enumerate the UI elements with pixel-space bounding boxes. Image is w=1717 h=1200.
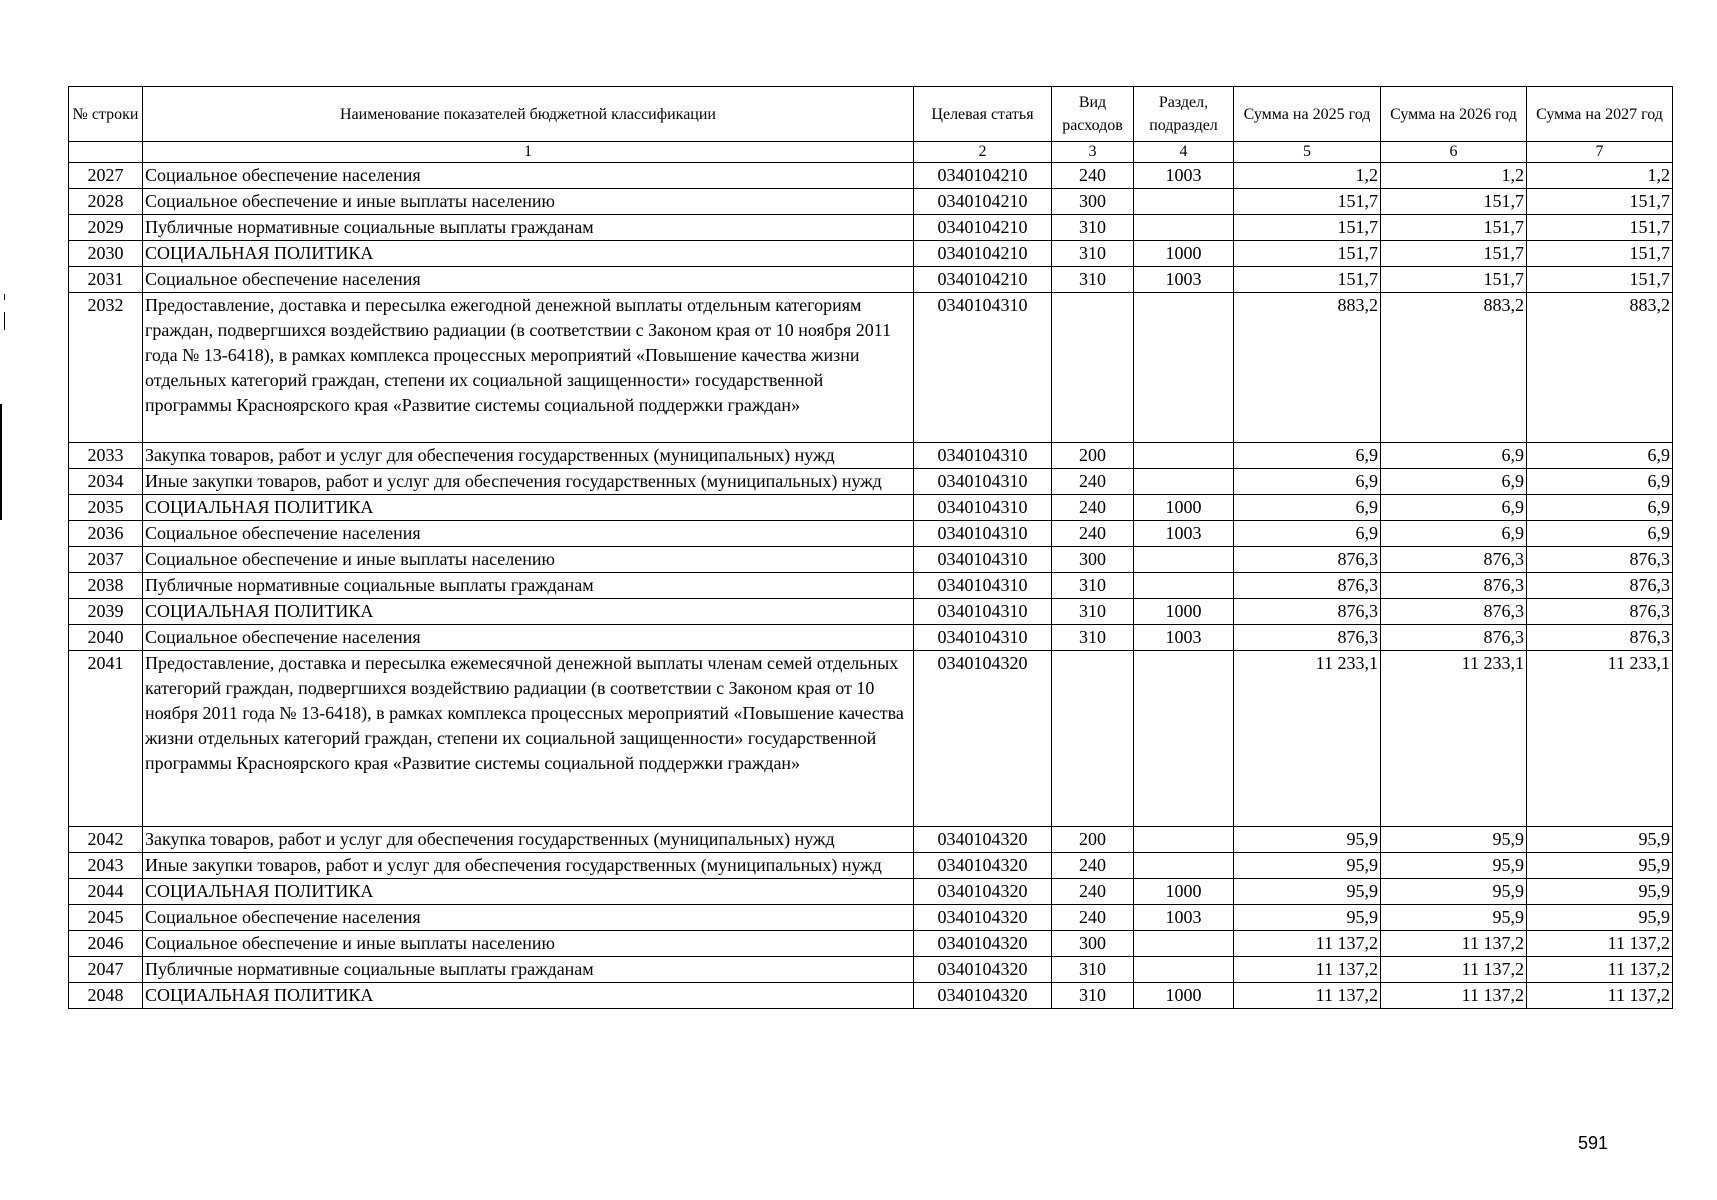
row-expense-type: 240: [1052, 853, 1134, 879]
row-target-code: 0340104210: [914, 215, 1052, 241]
row-sum-2025: 6,9: [1234, 521, 1381, 547]
row-expense-type: 240: [1052, 905, 1134, 931]
row-number: 2041: [69, 651, 143, 827]
row-sum-2026: 151,7: [1381, 267, 1527, 293]
row-name: Публичные нормативные социальные выплаты гражданам: [143, 573, 914, 599]
row-number: 2030: [69, 241, 143, 267]
table-row: [69, 957, 1673, 983]
row-section: 1000: [1134, 241, 1234, 267]
row-target-code: 0340104310: [914, 573, 1052, 599]
row-expense-type: 310: [1052, 215, 1134, 241]
row-name: СОЦИАЛЬНАЯ ПОЛИТИКА: [143, 983, 914, 1009]
row-section: 1003: [1134, 625, 1234, 651]
table-row: [69, 241, 1673, 267]
table-row: [69, 469, 1673, 495]
row-section: 1003: [1134, 521, 1234, 547]
row-sum-2027: 95,9: [1527, 827, 1673, 853]
row-sum-2026: 151,7: [1381, 241, 1527, 267]
row-number: 2027: [69, 163, 143, 189]
row-number: 2043: [69, 853, 143, 879]
row-sum-2026: 11 137,2: [1381, 983, 1527, 1009]
row-sum-2027: 11 137,2: [1527, 957, 1673, 983]
row-sum-2025: 876,3: [1234, 599, 1381, 625]
row-sum-2026: 6,9: [1381, 521, 1527, 547]
row-sum-2027: 876,3: [1527, 625, 1673, 651]
row-target-code: 0340104320: [914, 651, 1052, 827]
table-body: [69, 163, 1673, 1009]
row-expense-type: 300: [1052, 547, 1134, 573]
row-sum-2025: 95,9: [1234, 827, 1381, 853]
row-expense-type: 300: [1052, 931, 1134, 957]
table-row: [69, 625, 1673, 651]
row-number: 2032: [69, 293, 143, 443]
row-target-code: 0340104320: [914, 957, 1052, 983]
row-name: Закупка товаров, работ и услуг для обеспечения государственных (муниципальных) нужд: [143, 827, 914, 853]
row-sum-2025: 11 137,2: [1234, 983, 1381, 1009]
row-name: Предоставление, доставка и пересылка ежемесячной денежной выплаты членам семей отдельных категорий граждан, подвергшихся воздействию радиации (в соответствии с Законом края от 10 ноября 2011 года № 13-6418), в рамках комплекса процессных мероприятий «Повышение качества жизни отдельных категорий граждан, степени их социальной защищенности» государственной программы Красноярского края «Развитие системы социальной поддержки граждан»: [143, 651, 914, 827]
row-sum-2027: 11 233,1: [1527, 651, 1673, 827]
row-expense-type: [1052, 651, 1134, 827]
row-sum-2026: 6,9: [1381, 443, 1527, 469]
row-sum-2025: 876,3: [1234, 625, 1381, 651]
row-number: 2042: [69, 827, 143, 853]
column-number: 2: [914, 142, 1052, 163]
row-expense-type: 300: [1052, 189, 1134, 215]
row-expense-type: 310: [1052, 599, 1134, 625]
row-section: [1134, 931, 1234, 957]
row-sum-2027: 151,7: [1527, 215, 1673, 241]
row-sum-2027: 883,2: [1527, 293, 1673, 443]
row-name: Предоставление, доставка и пересылка ежегодной денежной выплаты отдельным категориям граждан, подвергшихся воздействию радиации (в соответствии с Законом края от 10 ноября 2011 года № 13-6418), в рамках комплекса процессных мероприятий «Повышение качества жизни отдельных категорий граждан, степени их социальной защищенности» государственной программы Красноярского края «Развитие системы социальной поддержки граждан»: [143, 293, 914, 443]
table-row: [69, 215, 1673, 241]
row-name: Социальное обеспечение и иные выплаты населению: [143, 547, 914, 573]
table-row: [69, 163, 1673, 189]
row-sum-2025: 151,7: [1234, 241, 1381, 267]
table-row: [69, 547, 1673, 573]
row-name: Социальное обеспечение населения: [143, 521, 914, 547]
row-name: Иные закупки товаров, работ и услуг для обеспечения государственных (муниципальных) нужд: [143, 853, 914, 879]
row-section: [1134, 293, 1234, 443]
row-expense-type: 310: [1052, 573, 1134, 599]
table-row: [69, 189, 1673, 215]
row-target-code: 0340104310: [914, 443, 1052, 469]
row-name: Закупка товаров, работ и услуг для обеспечения государственных (муниципальных) нужд: [143, 443, 914, 469]
row-sum-2025: 95,9: [1234, 879, 1381, 905]
row-number: 2034: [69, 469, 143, 495]
row-target-code: 0340104210: [914, 241, 1052, 267]
header-sum-2026: Сумма на 2026 год: [1381, 87, 1527, 142]
row-sum-2026: 151,7: [1381, 215, 1527, 241]
header-name: Наименование показателей бюджетной классификации: [143, 87, 914, 142]
row-name: Социальное обеспечение населения: [143, 267, 914, 293]
row-sum-2026: 6,9: [1381, 495, 1527, 521]
row-target-code: 0340104210: [914, 267, 1052, 293]
column-number-row: [69, 142, 1673, 163]
row-sum-2025: 95,9: [1234, 853, 1381, 879]
row-sum-2026: 11 137,2: [1381, 957, 1527, 983]
budget-table: [68, 86, 1673, 1009]
row-sum-2025: 1,2: [1234, 163, 1381, 189]
row-sum-2027: 11 137,2: [1527, 983, 1673, 1009]
column-number: [69, 142, 143, 163]
row-name: Социальное обеспечение и иные выплаты населению: [143, 189, 914, 215]
table-row: [69, 443, 1673, 469]
row-expense-type: 200: [1052, 827, 1134, 853]
row-number: 2047: [69, 957, 143, 983]
row-number: 2028: [69, 189, 143, 215]
row-target-code: 0340104320: [914, 905, 1052, 931]
header-row: [69, 87, 1673, 142]
row-sum-2027: 6,9: [1527, 495, 1673, 521]
row-number: 2035: [69, 495, 143, 521]
row-number: 2039: [69, 599, 143, 625]
row-sum-2027: 876,3: [1527, 599, 1673, 625]
row-sum-2027: 151,7: [1527, 267, 1673, 293]
row-expense-type: 240: [1052, 495, 1134, 521]
row-section: [1134, 853, 1234, 879]
row-name: СОЦИАЛЬНАЯ ПОЛИТИКА: [143, 879, 914, 905]
table-row: [69, 293, 1673, 443]
row-target-code: 0340104310: [914, 469, 1052, 495]
row-sum-2027: 6,9: [1527, 469, 1673, 495]
row-sum-2025: 11 137,2: [1234, 957, 1381, 983]
row-expense-type: 240: [1052, 521, 1134, 547]
row-target-code: 0340104310: [914, 293, 1052, 443]
table-header: [69, 87, 1673, 163]
table-row: [69, 827, 1673, 853]
row-name: Социальное обеспечение населения: [143, 905, 914, 931]
row-sum-2026: 95,9: [1381, 905, 1527, 931]
row-name: СОЦИАЛЬНАЯ ПОЛИТИКА: [143, 241, 914, 267]
table-row: [69, 931, 1673, 957]
row-sum-2025: 6,9: [1234, 495, 1381, 521]
row-sum-2026: 95,9: [1381, 827, 1527, 853]
header-sum-2027: Сумма на 2027 год: [1527, 87, 1673, 142]
row-expense-type: 240: [1052, 879, 1134, 905]
row-number: 2037: [69, 547, 143, 573]
row-sum-2027: 1,2: [1527, 163, 1673, 189]
row-name: Социальное обеспечение населения: [143, 163, 914, 189]
row-expense-type: 310: [1052, 983, 1134, 1009]
row-sum-2027: 876,3: [1527, 547, 1673, 573]
row-sum-2026: 1,2: [1381, 163, 1527, 189]
row-expense-type: 310: [1052, 625, 1134, 651]
row-sum-2027: 151,7: [1527, 241, 1673, 267]
row-target-code: 0340104210: [914, 163, 1052, 189]
row-sum-2026: 6,9: [1381, 469, 1527, 495]
row-target-code: 0340104310: [914, 495, 1052, 521]
row-sum-2026: 876,3: [1381, 625, 1527, 651]
header-sum-2025: Сумма на 2025 год: [1234, 87, 1381, 142]
row-name: Социальное обеспечение населения: [143, 625, 914, 651]
row-target-code: 0340104210: [914, 189, 1052, 215]
column-number: 4: [1134, 142, 1234, 163]
row-sum-2027: 151,7: [1527, 189, 1673, 215]
row-sum-2025: 883,2: [1234, 293, 1381, 443]
row-number: 2046: [69, 931, 143, 957]
row-expense-type: 310: [1052, 267, 1134, 293]
table-row: [69, 651, 1673, 827]
row-name: Иные закупки товаров, работ и услуг для обеспечения государственных (муниципальных) нужд: [143, 469, 914, 495]
scan-margin-mark: [4, 312, 5, 330]
table-row: [69, 495, 1673, 521]
row-target-code: 0340104310: [914, 625, 1052, 651]
header-target: Целевая статья: [914, 87, 1052, 142]
row-target-code: 0340104320: [914, 931, 1052, 957]
row-number: 2031: [69, 267, 143, 293]
row-sum-2025: 11 233,1: [1234, 651, 1381, 827]
header-row-no: № строки: [69, 87, 143, 142]
row-expense-type: 240: [1052, 163, 1134, 189]
row-section: 1000: [1134, 599, 1234, 625]
scan-margin-mark: [4, 294, 5, 300]
row-number: 2044: [69, 879, 143, 905]
table-row: [69, 879, 1673, 905]
row-section: [1134, 827, 1234, 853]
column-number: 7: [1527, 142, 1673, 163]
table-row: [69, 853, 1673, 879]
row-number: 2038: [69, 573, 143, 599]
column-number: 3: [1052, 142, 1134, 163]
row-section: [1134, 573, 1234, 599]
row-target-code: 0340104320: [914, 879, 1052, 905]
row-section: 1003: [1134, 163, 1234, 189]
row-sum-2026: 11 137,2: [1381, 931, 1527, 957]
row-sum-2026: 876,3: [1381, 547, 1527, 573]
row-number: 2045: [69, 905, 143, 931]
row-section: [1134, 189, 1234, 215]
column-number: 1: [143, 142, 914, 163]
row-target-code: 0340104310: [914, 521, 1052, 547]
scan-margin-bar: [0, 404, 2, 520]
row-sum-2027: 95,9: [1527, 853, 1673, 879]
row-number: 2036: [69, 521, 143, 547]
row-section: 1000: [1134, 495, 1234, 521]
row-sum-2026: 883,2: [1381, 293, 1527, 443]
row-expense-type: 200: [1052, 443, 1134, 469]
row-name: Публичные нормативные социальные выплаты гражданам: [143, 215, 914, 241]
row-sum-2025: 151,7: [1234, 215, 1381, 241]
row-name: СОЦИАЛЬНАЯ ПОЛИТИКА: [143, 599, 914, 625]
row-section: [1134, 957, 1234, 983]
row-target-code: 0340104320: [914, 827, 1052, 853]
row-sum-2026: 95,9: [1381, 853, 1527, 879]
row-target-code: 0340104320: [914, 853, 1052, 879]
row-expense-type: 310: [1052, 957, 1134, 983]
row-number: 2048: [69, 983, 143, 1009]
row-sum-2025: 876,3: [1234, 547, 1381, 573]
table-row: [69, 599, 1673, 625]
row-section: [1134, 547, 1234, 573]
row-sum-2026: 151,7: [1381, 189, 1527, 215]
row-sum-2025: 876,3: [1234, 573, 1381, 599]
table-row: [69, 983, 1673, 1009]
row-sum-2026: 876,3: [1381, 599, 1527, 625]
row-sum-2026: 95,9: [1381, 879, 1527, 905]
row-sum-2027: 876,3: [1527, 573, 1673, 599]
row-sum-2026: 11 233,1: [1381, 651, 1527, 827]
header-type: Вид расходов: [1052, 87, 1134, 142]
row-sum-2025: 95,9: [1234, 905, 1381, 931]
row-sum-2027: 95,9: [1527, 905, 1673, 931]
row-sum-2026: 876,3: [1381, 573, 1527, 599]
row-expense-type: [1052, 293, 1134, 443]
header-section: Раздел, подраздел: [1134, 87, 1234, 142]
column-number: 6: [1381, 142, 1527, 163]
row-number: 2029: [69, 215, 143, 241]
row-number: 2033: [69, 443, 143, 469]
row-name: Публичные нормативные социальные выплаты гражданам: [143, 957, 914, 983]
column-number: 5: [1234, 142, 1381, 163]
page-number: 591: [1578, 1133, 1609, 1153]
row-sum-2027: 95,9: [1527, 879, 1673, 905]
row-target-code: 0340104310: [914, 547, 1052, 573]
row-sum-2027: 11 137,2: [1527, 931, 1673, 957]
row-sum-2027: 6,9: [1527, 521, 1673, 547]
table-row: [69, 573, 1673, 599]
row-sum-2025: 6,9: [1234, 443, 1381, 469]
table-row: [69, 267, 1673, 293]
table-row: [69, 521, 1673, 547]
row-number: 2040: [69, 625, 143, 651]
row-sum-2025: 11 137,2: [1234, 931, 1381, 957]
row-section: 1000: [1134, 983, 1234, 1009]
row-sum-2025: 151,7: [1234, 267, 1381, 293]
row-section: [1134, 215, 1234, 241]
row-target-code: 0340104320: [914, 983, 1052, 1009]
row-sum-2025: 151,7: [1234, 189, 1381, 215]
row-sum-2025: 6,9: [1234, 469, 1381, 495]
row-section: 1003: [1134, 905, 1234, 931]
row-target-code: 0340104310: [914, 599, 1052, 625]
row-name: СОЦИАЛЬНАЯ ПОЛИТИКА: [143, 495, 914, 521]
row-name: Социальное обеспечение и иные выплаты населению: [143, 931, 914, 957]
row-sum-2027: 6,9: [1527, 443, 1673, 469]
row-expense-type: 240: [1052, 469, 1134, 495]
row-section: 1003: [1134, 267, 1234, 293]
row-section: [1134, 443, 1234, 469]
row-expense-type: 310: [1052, 241, 1134, 267]
row-section: [1134, 469, 1234, 495]
row-section: [1134, 651, 1234, 827]
row-section: 1000: [1134, 879, 1234, 905]
table-row: [69, 905, 1673, 931]
